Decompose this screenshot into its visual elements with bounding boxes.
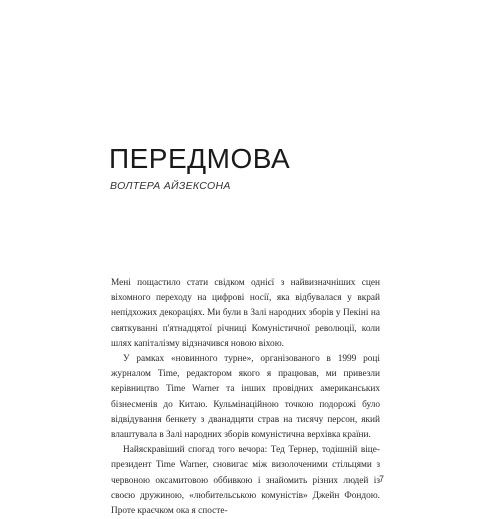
chapter-title: ПЕРЕДМОВА xyxy=(109,143,291,174)
chapter-author: ВОЛТЕРА АЙЗЕКСОНА xyxy=(110,180,231,192)
paragraph: Мені пощастило стати свідком однієї з найвизначніших сцен віхомного переходу на цифрові носії, яка відбувалася у вкрай непідхожих декораціях. Ми були в Залі народних зборів у Пекіні на святкуванні п'ятнадцятої річниці Комуністичної революції, коли шлях капіталізму відзначився новою віхою. xyxy=(111,278,380,349)
paragraph: У рамках «новинного турне», організованого в 1999 році журналом Time, редактором якого я працював, ми привезли керівництво Time Warner та інших провідних американських бізнесменів до Китаю. Кульмінаційною точкою подорожі було відвідування бенкету з дванадцяти страв на тисячу персон, який влаштувала в Залі народних зборів комуністична верхівка країни. xyxy=(111,354,380,441)
paragraph: Найяскравіший спогад того вечора: Тед Тернер, тодішній віце-президент Time Warner, сновигає між визолоченими стільцями з червоною оксамитовою оббивкою і знайомить різних людей із своєю дружиною, «любительською комуністів» Джейн Фондою. Проте краєчком ока я спосте- xyxy=(111,445,380,517)
body-text xyxy=(111,276,380,519)
page-number: 7 xyxy=(379,474,385,484)
